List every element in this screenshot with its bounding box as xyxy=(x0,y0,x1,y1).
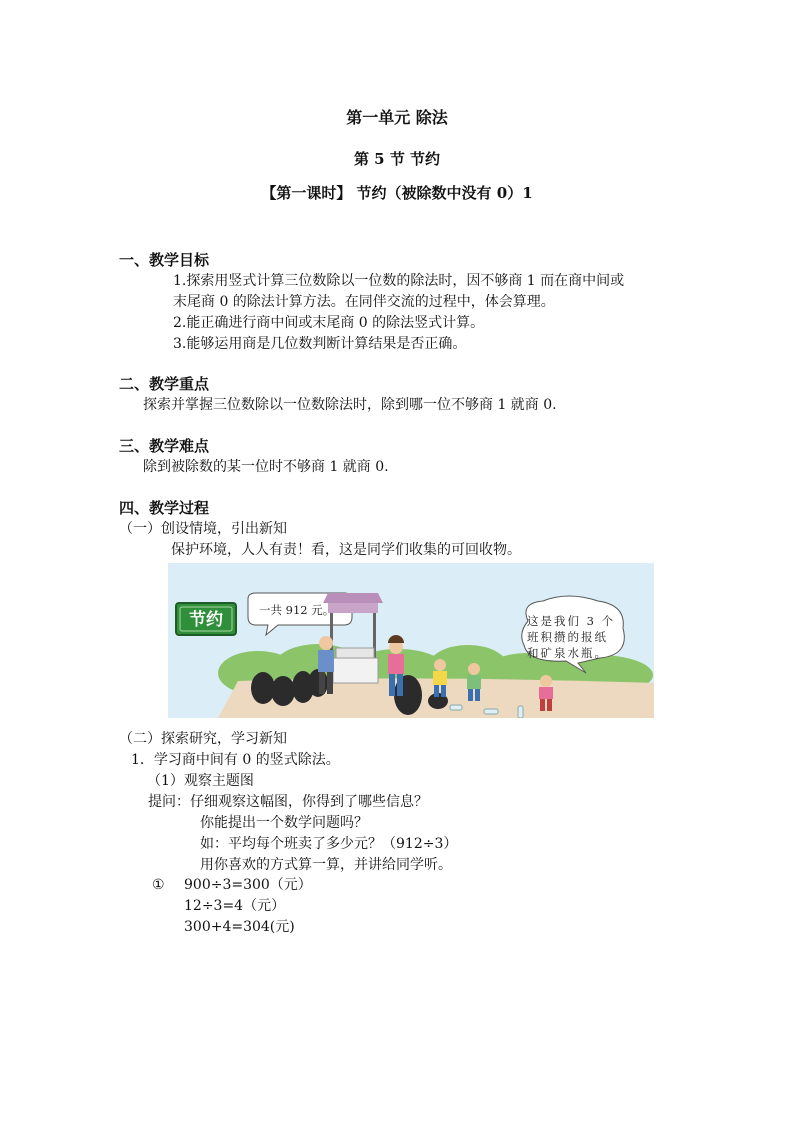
method-marker: ① xyxy=(152,877,165,893)
calc-line-1: 900÷3=300（元） xyxy=(184,877,312,893)
goal-item-1-line-1: 1.探索用竖式计算三位数除以一位数的除法时，因不够商 1 而在商中间或 xyxy=(173,273,625,289)
step-1: 1．学习商中间有 0 的竖式除法。 xyxy=(131,752,340,768)
bubble-right-text: 这是我们 3 个班积攒的报纸和矿泉水瓶。 xyxy=(527,614,616,660)
part-1-text: 保护环境，人人有责！看，这是同学们收集的可回收物。 xyxy=(171,542,521,558)
question-2: 你能提出一个数学问题吗？ xyxy=(200,815,368,831)
goal-item-3: 3.能够运用商是几位数判断计算结果是否正确。 xyxy=(173,336,467,352)
part-1-title: （一）创设情境，引出新知 xyxy=(119,521,287,537)
difficulties-text: 除到被除数的某一位时不够商 1 就商 0. xyxy=(143,459,389,475)
sign-label: 节约 xyxy=(189,610,223,630)
section-title: 第 5 节 节约 xyxy=(353,150,441,168)
goal-item-2: 2.能正确进行商中间或末尾商 0 的除法竖式计算。 xyxy=(173,315,485,331)
question-3: 如：平均每个班卖了多少元？（912÷3） xyxy=(200,836,458,852)
process-heading: 四、教学过程 xyxy=(119,499,210,517)
goals-heading: 一、教学目标 xyxy=(119,251,210,269)
bubble-left-text: 一共 912 元。 xyxy=(259,603,335,617)
sub-step-1: （1）观察主题图 xyxy=(147,773,254,789)
recycling-illustration xyxy=(168,563,654,718)
question-4: 用你喜欢的方式算一算，并讲给同学听。 xyxy=(200,857,452,873)
calc-line-3: 300+4=304(元) xyxy=(184,919,295,935)
question-1: 提问：仔细观察这幅图，你得到了哪些信息？ xyxy=(148,794,428,810)
unit-title: 第一单元 除法 xyxy=(346,108,448,127)
goal-item-1-line-2: 末尾商 0 的除法计算方法。在同伴交流的过程中，体会算理。 xyxy=(173,294,555,310)
sign-board xyxy=(176,603,236,635)
difficulties-heading: 三、教学难点 xyxy=(119,437,210,455)
part-2-title: （二）探索研究，学习新知 xyxy=(119,731,287,747)
calc-line-2: 12÷3=4（元） xyxy=(184,898,286,914)
key-points-heading: 二、教学重点 xyxy=(119,375,210,393)
lesson-title: 【第一课时】 节约（被除数中没有 0）1 xyxy=(261,184,533,202)
key-points-text: 探索并掌握三位数除以一位数除法时，除到哪一位不够商 1 就商 0. xyxy=(143,397,557,413)
